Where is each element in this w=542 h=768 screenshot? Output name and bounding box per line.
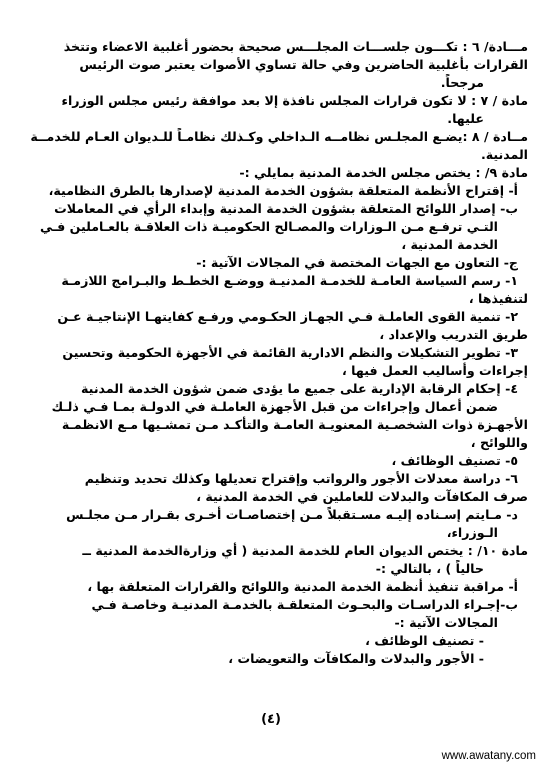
text-line: د- مـايتم إسـناده إليـه مسـتقبلاً مـن إختصاصـات أخـرى بقـرار مـن مجلـس [66,507,518,522]
text-line: لتنفيذها ، [468,291,528,306]
text-line: الخدمة المدنية ، [401,237,498,252]
text-line: المجالات الآتية :- [394,615,498,630]
text-line: مـــادة/ ٦ : تكـــون جلســـات المجلـــس صحيحة بحضور أغلبية الاعضاء وتتخذ [63,39,528,54]
text-line: ١- رسم السياسة العامـة للخدمـة المدنيـة ووضـع الخطـط والبـرامج اللازمـة [61,273,518,288]
text-line: مادة / ٧ : لا تكون قرارات المجلس نافذة إلا بعد موافقة رئيس مجلس الوزراء [61,93,528,108]
text-line: صرف المكافآت والبدلات للعاملين في الخدمة المدنية ، [196,489,528,504]
text-line: ٦- دراسة معدلات الأجور والرواتب وإقتراح تعديلها وكذلك تحديد وتنظيم [84,471,518,486]
text-line: أ- مراقبة تنفيذ أنظمة الخدمة المدنية واللوائح والقرارات المتعلقة بها ، [87,579,518,594]
text-line: - تصنيف الوظائف ، [365,633,484,648]
text-line: إجراءات وأساليب العمل فيها ، [341,363,528,378]
text-line: مــادة / ٨ :يضـع المجلـس نظامــه الـداخلي وكـذلك نظامـاً للـديوان العـام للخدمــة [30,129,528,144]
text-line: الـوزراء، [446,525,498,540]
text-line: - الأجور والبدلات والمكافآت والتعويضات ، [228,651,484,666]
text-line: ٣- تطوير التشكيلات والنظم الادارية القائمة في الأجهزة الحكومية وتحسين [62,345,518,360]
document-body [22,38,528,668]
text-line: الأجهـزة ذوات الشخصـية المعنويـة العامـة والتأكـد مـن تمشـيها مـع الانظمـة [61,417,528,432]
text-line: ب- إصدار اللوائح المتعلقة بشؤون الخدمة المدنية وإبداء الرأي في المعاملات [54,201,518,216]
text-line: ج- التعاون مع الجهات المختصة في المجالات الآتية :- [196,255,518,270]
text-line: ٢- تنمية القوى العاملـة فـي الجهـاز الحكـومي ورفـع كفايتهـا الإنتاجيـة عـن [57,309,518,324]
text-line: أ- إقتراح الأنظمة المتعلقة بشؤون الخدمة المدنية لإصدارها بالطرق النظامية، [48,183,518,198]
text-line: طريق التدريب والإعداد ، [379,327,528,342]
text-line: المدنية. [480,147,528,162]
text-line: مادة ٩/ : يختص مجلس الخدمة المدنية بمايلي :- [239,165,528,180]
text-line: ب-إجـراء الدراسـات والبحـوث المتعلقـة بالخدمـة المدنيـة وخاصـة فـي [91,597,518,612]
text-line: ٥- تصنيف الوظائف ، [391,453,518,468]
text-line: ضمن أعمال وإجراءات من قبل الأجهزة العاملـة في الدولـة بمـا فـي ذلـك [51,399,498,414]
text-line: مرجحاً. [440,75,484,90]
text-line: القرارات بأغلبية الحاضرين وفي حالة تساوي الأصوات يعتبر صوت الرئيس [79,57,528,72]
watermark-text: www.awatany.com [441,750,536,762]
text-line: حالياً ) ، بالتالي :- [375,561,484,576]
text-line: التـي ترفـع مـن الـوزارات والمصـالح الحكوميـة ذات العلاقـة بالعـاملين فـي [39,219,498,234]
page-number: (٤) [261,712,281,727]
text-line: ٤- إحكام الرقابة الإدارية على جميع ما يؤدى ضمن شؤون الخدمة المدنية [81,381,518,396]
text-line: عليها. [447,111,484,126]
text-line: واللوائح ، [470,435,528,450]
text-line: مادة ١٠/ : يختص الديوان العام للخدمة المدنية ( أي وزارةالخدمة المدنية ــ [82,543,528,558]
